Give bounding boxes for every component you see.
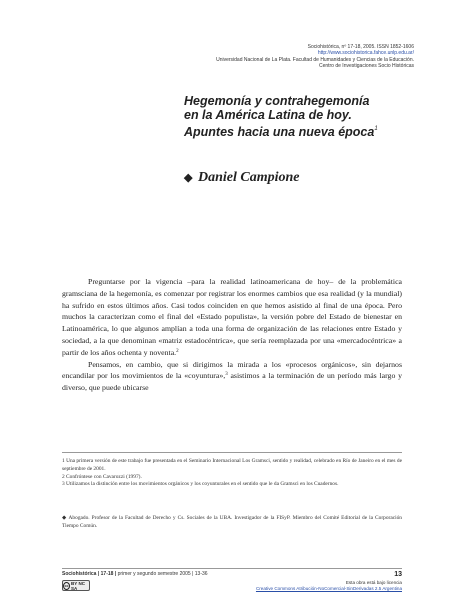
diamond-icon: ◆ (184, 172, 193, 184)
author-affiliation: ◆ Abogado. Profesor de la Facultad de Derecho y Cs. Sociales de la UBA. Investigador de la FISyP. Miembro del Comité Editorial de la Corporación Tiempo Común. (62, 515, 402, 529)
footer-citation (62, 571, 208, 577)
author-byline (184, 170, 299, 186)
paragraph-1: Preguntarse por la vigencia –para la realidad latinoamericana de hoy– de la problemática gramsciana de la hegemonía, es comenzar por registrar los enormes cambios que esa realidad (y la mundial) ha sufrido en estos últimos años. Casi todos coinciden en que hemos asistido al final de una época. Pero muchos la caracterizan como el final del «Estado populista», la versión pobre del Estado de bienestar en Latinoamérica, lo que algunos amplían a toda una forma de organización de las relaciones entre Estado y sociedad, a la que denominan «matriz estadocéntrica», que sería reemplazada por una «mercadocéntrica» a partir de los años ochenta y noventa.$^2$ (62, 277, 402, 357)
journal-citation: Sociohistórica, nº 17-18, 2005. ISSN 1852-1606 (307, 44, 414, 50)
license-text: Esta obra está bajo licencia (345, 580, 402, 585)
title-line-3: Apuntes hacia una nueva época$^1$ (184, 125, 378, 140)
paragraph-2: Pensamos, en cambio, que si dirigimos la mirada a los «procesos orgánicos», sin dejarnos encandilar por los movimientos de la «coyuntura»,$^3$ asistimos a la terminación de un período más largo y diverso, que puede ubicarse (62, 359, 403, 393)
footnotes (62, 458, 402, 489)
footer-journal: Sociohistórica (62, 571, 97, 577)
footnote-ref-3: 3 (225, 372, 228, 378)
footer-period: primer y segundo semestre 2005 | 13-36 (117, 571, 208, 577)
footnote-1: 1 Una primera versión de este trabajo fue presentada en el Seminario Internacional Los Gramsci, sentido y realidad, celebrado en Río de Janeiro en el mes de septiembre de 2001. (62, 458, 402, 472)
footnote-ref-2: 2 (176, 348, 179, 354)
creative-commons-badge[interactable] (62, 580, 90, 591)
cc-icon: cc (64, 583, 69, 588)
page-number: 13 (394, 571, 402, 578)
footnote-divider (62, 452, 402, 453)
article-title (184, 94, 414, 140)
footer-divider (62, 568, 402, 569)
cc-badge-label: BY NC SA (71, 580, 85, 591)
license-link[interactable]: Creative Commons Atribución-NoComercial-SinDerivadas 2.5 Argentina (255, 586, 402, 591)
license-notice (256, 580, 402, 592)
title-line-1: Hegemonía y contrahegemonía (184, 94, 370, 108)
author-note (62, 515, 402, 531)
title-line-2: en la América Latina de hoy. (184, 108, 352, 123)
journal-url-link[interactable]: http://www.sociohistorica.fahce.unlp.edu.ar/ (317, 50, 414, 57)
journal-header (114, 44, 414, 69)
footnote-3: 3 Utilizamos la distinción entre los movimientos orgánicos y los coyunturales en el sentido que le da Gramsci en los Cuadernos. (62, 481, 339, 488)
footer-issue: | 17-18 | (97, 571, 117, 577)
article-body (62, 276, 402, 394)
footnote-2: 2 Confróntese con Cavarozzi (1997). (62, 473, 142, 480)
title-footnote-marker: 1 (374, 126, 378, 133)
institution-name: Universidad Nacional de La Plata. Facultad de Humanidades y Ciencias de la Educación. (216, 56, 414, 63)
research-center: Centro de Investigaciones Socio Históricas (318, 62, 414, 69)
author-name: Daniel Campione (197, 170, 300, 185)
